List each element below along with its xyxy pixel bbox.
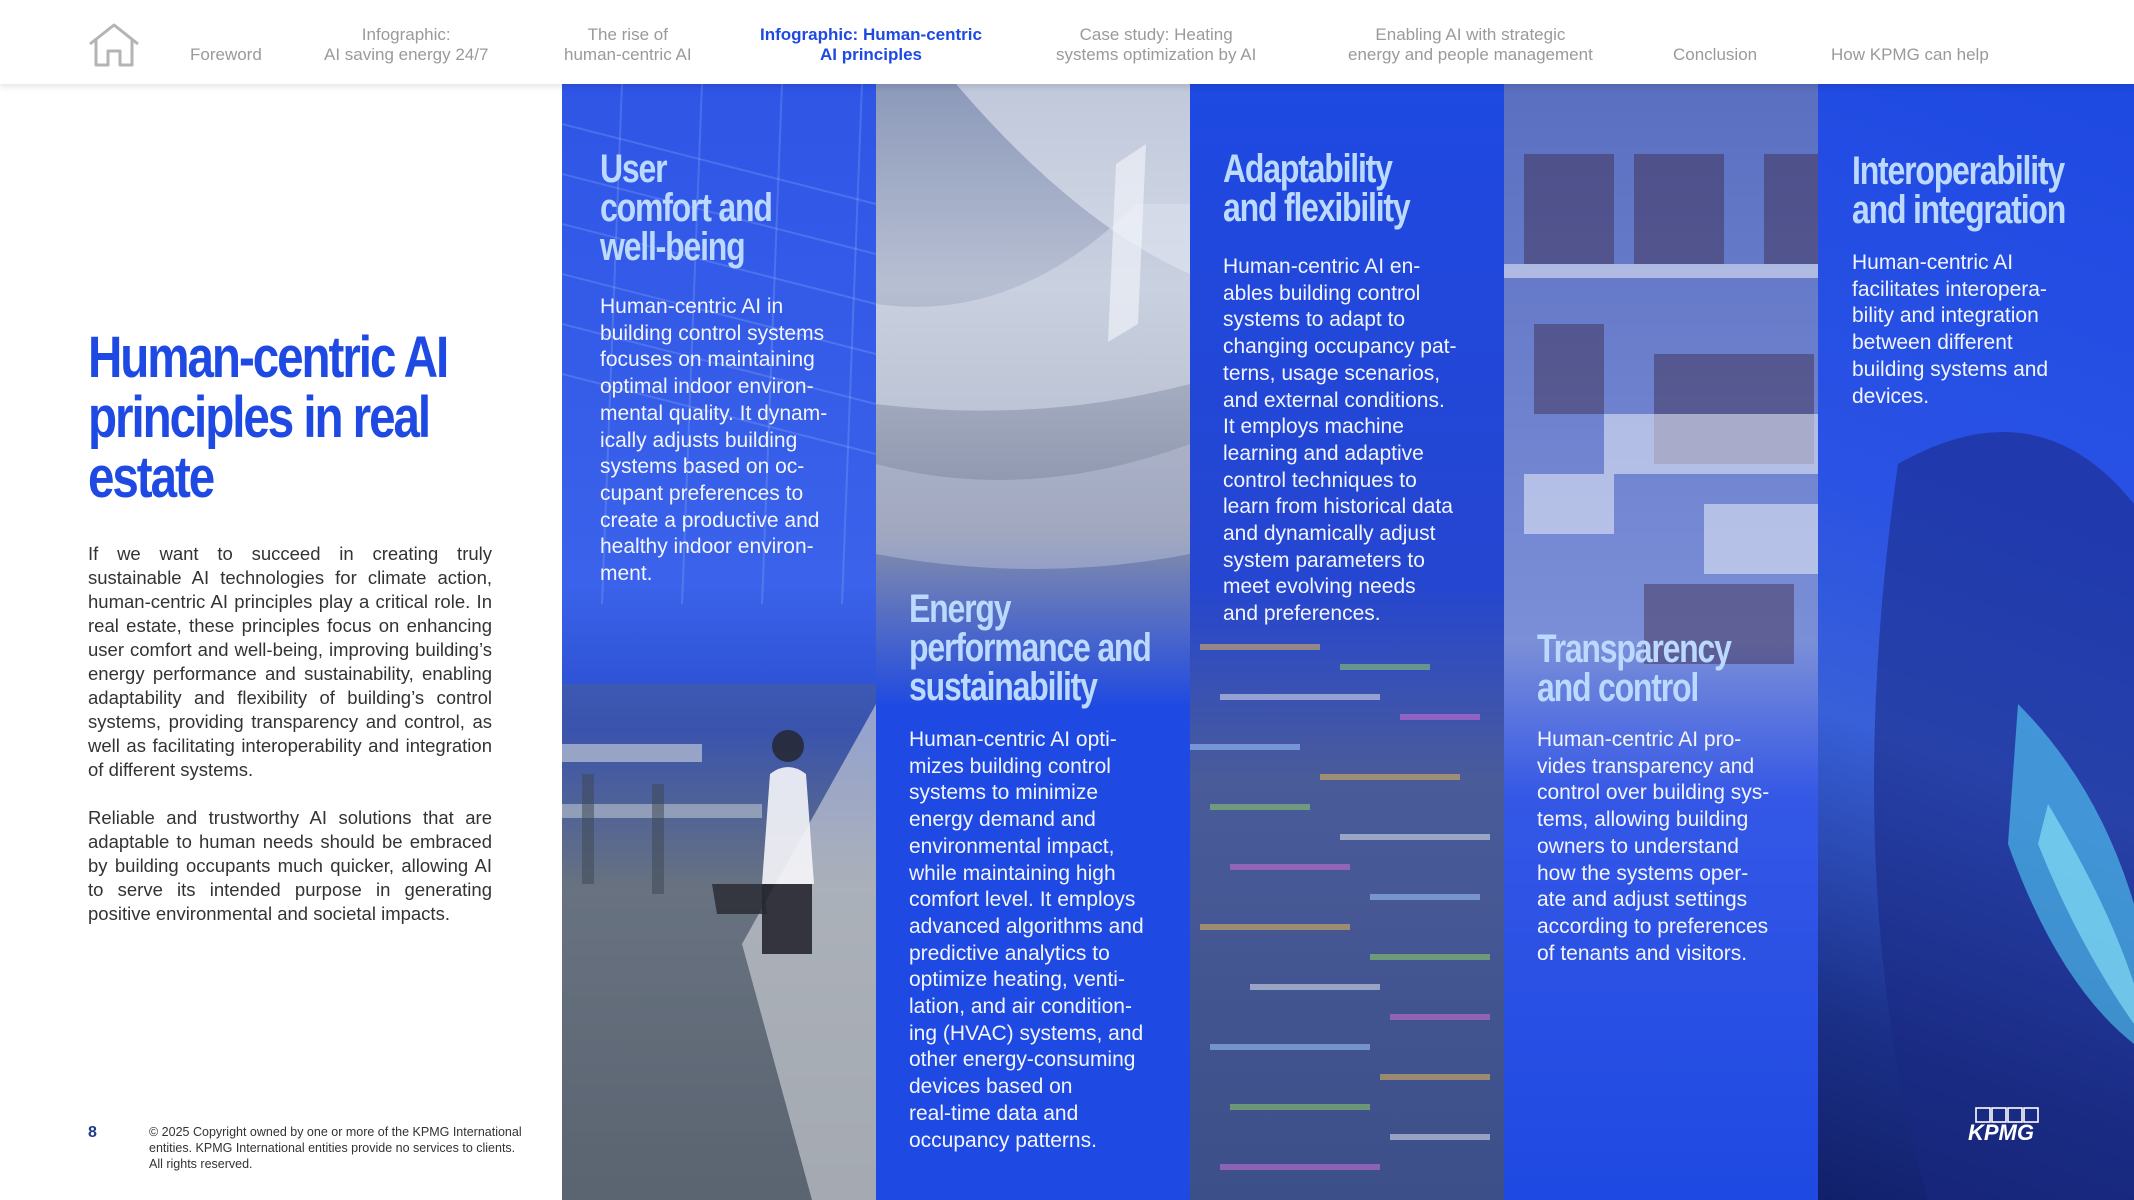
kpmg-logo-text: KPMG [1968, 1120, 2034, 1142]
principle-description [600, 294, 827, 588]
principle-text-line: terns, usage scenarios, [1223, 361, 1441, 385]
nav-item-label: Infographic: [361, 25, 451, 44]
principle-text-line: according to preferences [1537, 914, 1769, 938]
nav-item-label: human-centric AI [564, 45, 692, 64]
principle-description [1223, 254, 1457, 628]
principle-title-line: Energy [909, 587, 1011, 631]
principle-text-line: tems, allowing building [1537, 808, 1749, 832]
nav-item-case-study-heating[interactable] [1056, 25, 1256, 65]
principle-text-line: meet evolving needs [1223, 575, 1416, 599]
nav-item-conclusion[interactable] [1673, 45, 1757, 65]
principle-column-energy-performance [876, 84, 1190, 1200]
principle-title-line: User [600, 147, 667, 191]
nav-item-label: The rise of [587, 25, 668, 44]
principle-column-adaptability [1190, 84, 1504, 1200]
principle-text-line: ables building control [1223, 281, 1421, 305]
page-number: 8 [88, 1124, 97, 1141]
principle-text-line: ate and adjust settings [1537, 888, 1748, 912]
nav-item-infographic-human-centric-principles[interactable] [760, 25, 982, 65]
copyright-line: entities. KPMG International entities provide no services to clients. [149, 1141, 516, 1155]
nav-item-foreword[interactable] [190, 45, 262, 65]
principle-text-line: real-time data and [909, 1101, 1079, 1125]
principle-title-line: Adaptability [1223, 147, 1392, 191]
principle-text-line: Human-centric AI en- [1223, 255, 1421, 278]
nav-item-rise-of-human-centric-ai[interactable] [564, 25, 692, 65]
principle-title-line: performance and [909, 626, 1151, 670]
nav-item-label: AI saving energy 24/7 [324, 45, 489, 64]
principle-title-line: and integration [1852, 188, 2066, 232]
principle-text-line: ing (HVAC) systems, and [909, 1021, 1144, 1045]
principle-text-line: cupant preferences to [600, 481, 804, 505]
kpmg-logo [1966, 1106, 2048, 1142]
principle-text-line: owners to understand [1537, 834, 1739, 858]
nav-item-label: Infographic: Human-centric [760, 25, 982, 44]
principle-title-line: well-being [600, 225, 745, 269]
principle-text-line: Human-centric AI [1852, 251, 2014, 274]
principle-column-transparency [1504, 84, 1818, 1200]
principle-text-line: Human-centric AI in [600, 295, 784, 318]
principle-text-line: while maintaining high [909, 861, 1116, 885]
principle-text-line: facilitates interopera- [1852, 277, 2047, 301]
principle-text-line: and preferences. [1223, 602, 1381, 626]
principle-text-line: environmental impact, [909, 834, 1115, 858]
principle-text-line: learn from historical data [1223, 495, 1453, 519]
principle-text-line: lation, and air condition- [909, 995, 1132, 1019]
principle-text-line: Human-centric AI pro- [1537, 728, 1742, 751]
principle-text-line: devices based on [909, 1075, 1073, 1099]
nav-item-infographic-ai-saving-energy[interactable] [324, 25, 488, 65]
principle-title-line: and flexibility [1223, 186, 1410, 230]
nav-item-label: Enabling AI with strategic [1375, 25, 1566, 44]
intro-body [88, 542, 492, 950]
principle-description [1537, 727, 1769, 967]
principle-column-user-comfort [562, 84, 876, 1200]
principle-text-line: between different [1852, 331, 2013, 355]
principle-text-line: building control systems [600, 321, 825, 345]
principle-description [909, 727, 1144, 1154]
principle-text-line: healthy indoor environ- [600, 535, 814, 559]
principle-text-line: system parameters to [1223, 548, 1425, 572]
nav-item-enabling-ai[interactable] [1348, 25, 1593, 65]
principle-title-line: Interoperability [1852, 149, 2064, 193]
principle-text-line: predictive analytics to [909, 941, 1110, 965]
principle-text-line: advanced algorithms and [909, 914, 1144, 938]
principle-title [1223, 147, 1410, 230]
principle-text-line: bility and integration [1852, 304, 2039, 328]
principle-text-line: how the systems oper- [1537, 861, 1749, 885]
principle-text-line: ically adjusts building [600, 428, 798, 452]
page-title-line: estate [88, 445, 214, 510]
nav-item-label: systems optimization by AI [1056, 45, 1257, 64]
principle-text-line: of tenants and visitors. [1537, 941, 1748, 965]
principle-text-line: systems based on oc- [600, 455, 805, 479]
principle-text-line: control over building sys- [1537, 781, 1770, 805]
principle-title [909, 587, 1151, 709]
principle-title [600, 147, 772, 269]
intro-paragraph: Reliable and trustworthy AI solutions that are adaptable to human needs should be embraced by building occupants much quicker, allowing AI to serve its intended purpose in generating positive environmental and societal impacts. [88, 807, 492, 924]
principle-text-line: control techniques to [1223, 468, 1417, 492]
nav-item-label: Case study: Heating [1079, 25, 1233, 44]
principle-title-line: Transparency [1537, 627, 1731, 671]
copyright-line: All rights reserved. [149, 1157, 253, 1171]
principle-text-line: occupancy patterns. [909, 1128, 1097, 1152]
nav-item-label: Foreword [190, 45, 262, 64]
top-navigation [0, 0, 2134, 84]
nav-item-label: energy and people management [1348, 45, 1593, 64]
principle-text-line: and external conditions. [1223, 388, 1445, 412]
principle-text-line: optimize heating, venti- [909, 968, 1125, 992]
principle-title-line: and control [1537, 666, 1699, 710]
principle-text-line: energy demand and [909, 808, 1096, 832]
copyright-notice [149, 1124, 549, 1172]
principle-text-line: systems to adapt to [1223, 308, 1406, 332]
principle-title-line: sustainability [909, 665, 1097, 709]
nav-item-label: Conclusion [1673, 45, 1758, 64]
principle-title [1852, 149, 2066, 232]
nav-item-how-kpmg-can-help[interactable] [1831, 45, 1989, 65]
principle-text-line: ment. [600, 562, 653, 586]
principle-column-interoperability [1818, 84, 2134, 1200]
page-title [88, 325, 449, 510]
principle-title-line: comfort and [600, 186, 772, 230]
code-photo-background [1190, 84, 1504, 1200]
principle-text-line: changing occupancy pat- [1223, 335, 1457, 359]
copyright-line: © 2025 Copyright owned by one or more of the KPMG International [149, 1125, 522, 1139]
principle-text-line: and dynamically adjust [1223, 522, 1436, 546]
principle-text-line: devices. [1852, 384, 1930, 408]
principle-text-line: mental quality. It dynam- [600, 401, 828, 425]
principle-text-line: comfort level. It employs [909, 888, 1136, 912]
principle-text-line: optimal indoor environ- [600, 375, 814, 399]
principle-text-line: mizes building control [909, 754, 1111, 778]
principle-text-line: focuses on maintaining [600, 348, 815, 372]
principle-text-line: learning and adaptive [1223, 441, 1424, 465]
intro-paragraph: If we want to succeed in creating truly sustainable AI technologies for climate action, human-centric AI principles play a critical role. In real estate, these principles focus on enhancing user comfort and well-being, improving building’s energy performance and sustainability, enabling adaptability and flexibility of building’s control systems, providing transparency and control, as well as facilitating interoperability and integration of different systems. [88, 543, 492, 780]
principle-title [1537, 627, 1731, 710]
principle-text-line: Human-centric AI opti- [909, 728, 1117, 751]
page-title-line: Human-centric AI [88, 325, 448, 390]
principle-text-line: building systems and [1852, 357, 2049, 381]
home-icon[interactable] [86, 22, 142, 68]
nav-item-label: How KPMG can help [1831, 45, 1989, 64]
page-title-line: principles in real [88, 385, 430, 450]
principle-text-line: vides transparency and [1537, 754, 1755, 778]
principle-text-line: It employs machine [1223, 415, 1404, 439]
principle-text-line: systems to minimize [909, 781, 1099, 805]
principle-text-line: other energy-consuming [909, 1048, 1136, 1072]
principle-text-line: create a productive and [600, 508, 820, 532]
principle-description [1852, 250, 2048, 410]
nav-item-label: AI principles [819, 45, 922, 64]
